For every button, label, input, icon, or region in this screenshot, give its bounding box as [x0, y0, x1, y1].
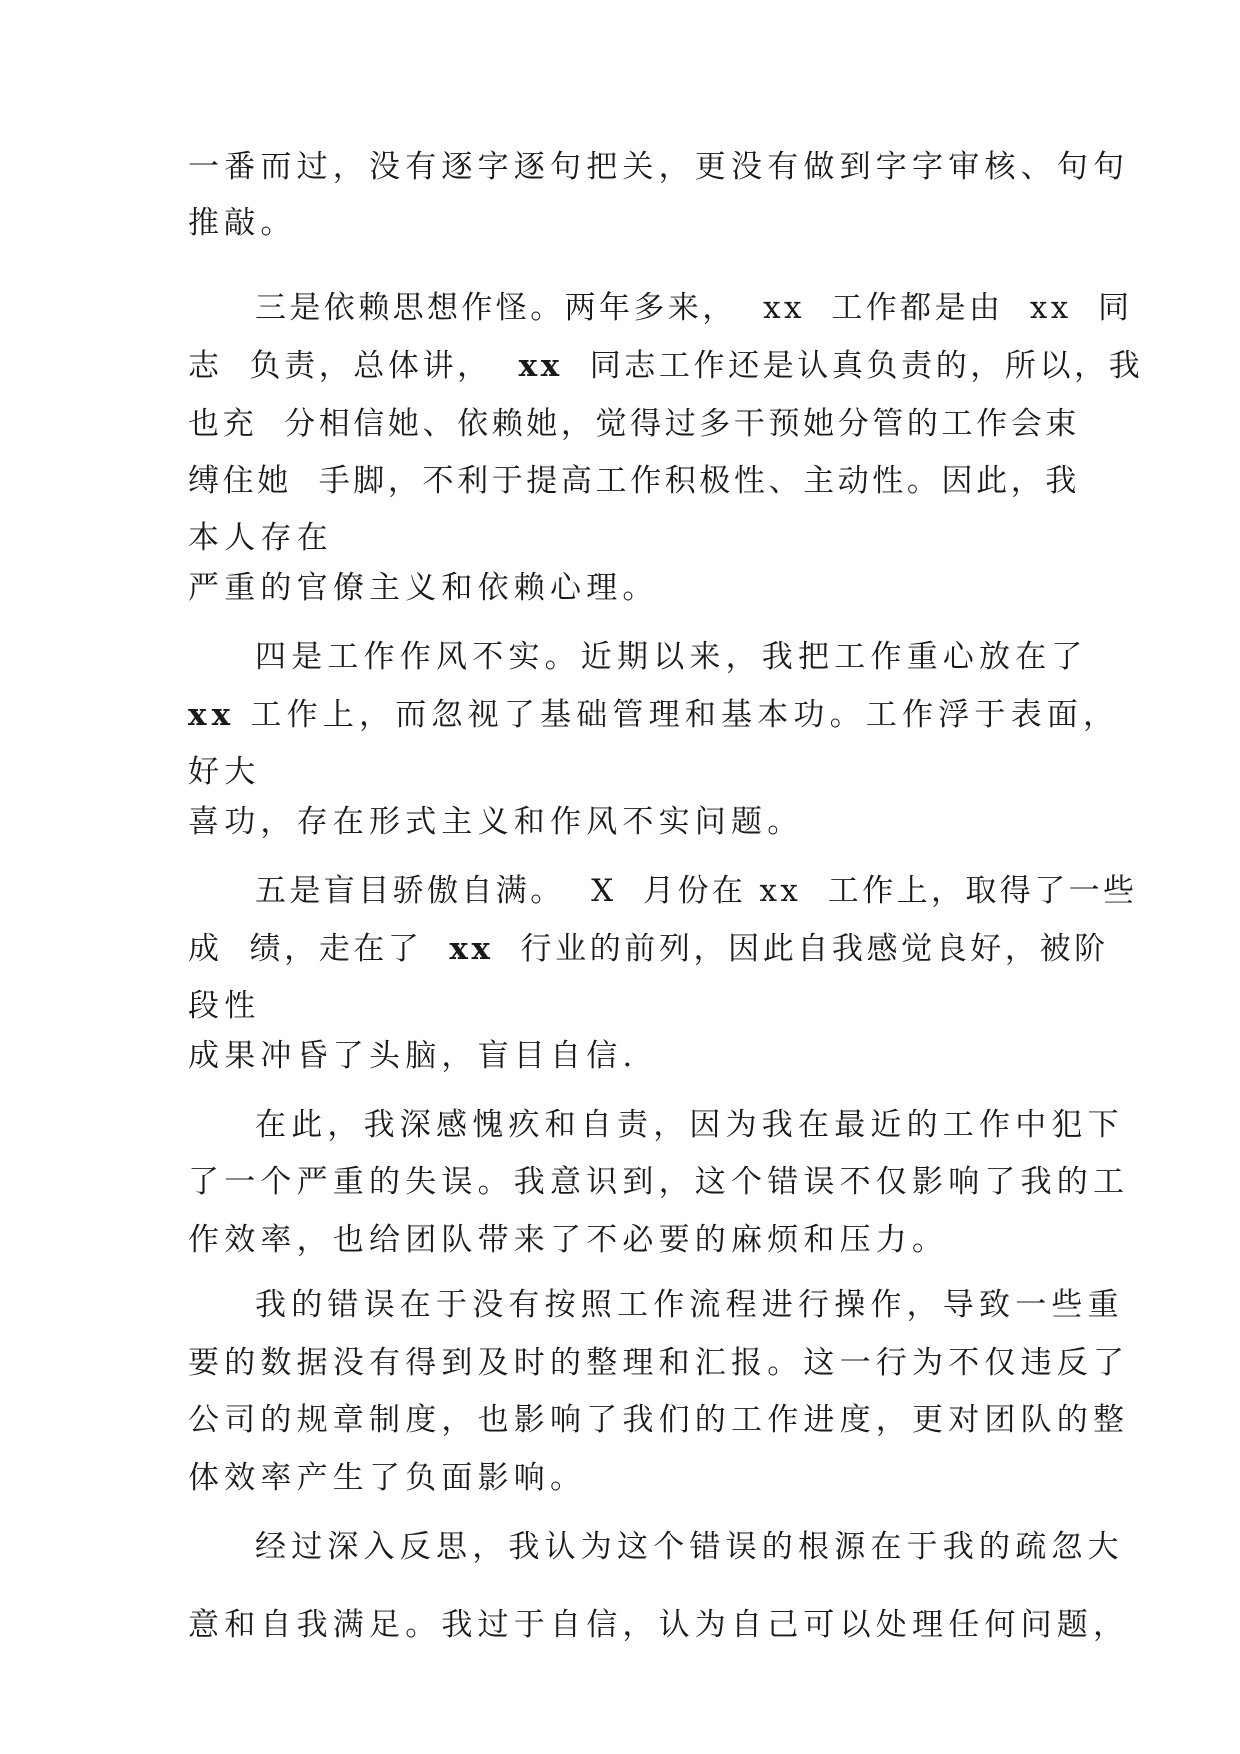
- text-line: 四是工作作风不实。近期以来，我把工作重心放在了: [255, 639, 1088, 675]
- text-line: 体效率产生了负面影响。: [188, 1460, 587, 1496]
- text-line: 本人存在: [188, 520, 333, 556]
- text-line: xx 工作上，而忽视了基础管理和基本功。工作浮于表面，: [188, 697, 1120, 733]
- text-line: 三是依赖思想作怪。两年多来， xx 工作都是由 xx 同: [255, 290, 1133, 326]
- text-line: 段性: [188, 988, 261, 1024]
- text-line: 经过深入反思，我认为这个错误的根源在于我的疏忽大: [255, 1529, 1124, 1565]
- text-line: 要的数据没有得到及时的整理和汇报。这一行为不仅违反了: [188, 1345, 1130, 1381]
- text-line: 志 负责，总体讲， xx 同志工作还是认真负责的，所以，我: [188, 348, 1144, 384]
- text-line: 在此，我深感愧疚和自责，因为我在最近的工作中犯下: [255, 1107, 1124, 1143]
- text-line: 意和自我满足。我过于自信，认为自己可以处理任何问题，: [188, 1607, 1130, 1643]
- text-line: 好大: [188, 754, 261, 790]
- text-line: 我的错误在于没有按照工作流程进行操作，导致一些重: [255, 1287, 1124, 1323]
- text-line: 喜功，存在形式主义和作风不实问题。: [188, 804, 804, 840]
- text-line: 成果冲昏了头脑，盲目自信.: [188, 1038, 638, 1074]
- text-line: 一番而过，没有逐字逐句把关，更没有做到字字审核、句句: [188, 149, 1130, 185]
- text-line: 五是盲目骄傲自满。 X 月份在 xx 工作上，取得了一些: [255, 873, 1138, 909]
- text-line: 缚住她 手脚，不利于提高工作积极性、主动性。因此，我: [188, 463, 1080, 499]
- text-line: 了一个严重的失误。我意识到，这个错误不仅影响了我的工: [188, 1164, 1130, 1200]
- text-line: 公司的规章制度，也影响了我们的工作进度，更对团队的整: [188, 1402, 1130, 1438]
- text-line: 严重的官僚主义和依赖心理。: [188, 570, 659, 606]
- text-line: 成 绩，走在了 xx 行业的前列，因此自我感觉良好，被阶: [188, 931, 1109, 967]
- text-line: 推敲。: [188, 205, 297, 241]
- text-line: 也充 分相信她、依赖她，觉得过多干预她分管的工作会束: [188, 406, 1080, 442]
- text-line: 作效率，也给团队带来了不必要的麻烦和压力。: [188, 1222, 949, 1258]
